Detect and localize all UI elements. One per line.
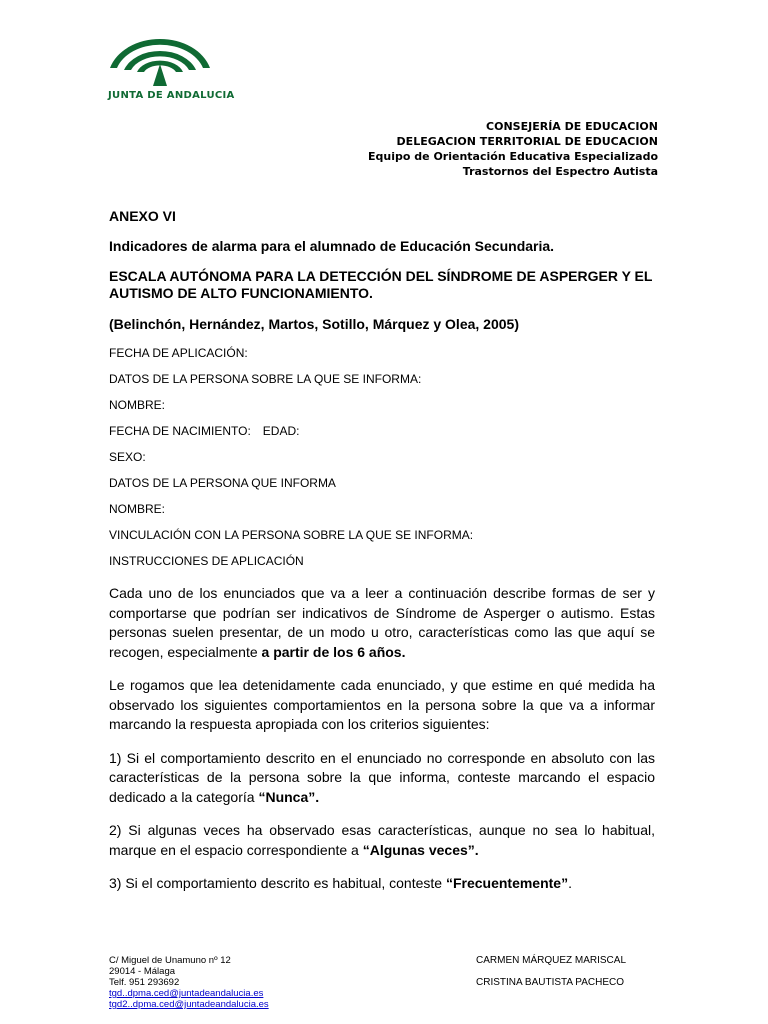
paragraph-3: 1) Si el comportamiento descrito en el enunciado no corresponde en absoluto con las características de la persona sobre la que informa, conteste marcando el espacio dedicado a la categoría “Nunca”. [109,749,655,805]
footer-email-2-link[interactable]: tgd2..dpma.ced@juntadeandalucia.es [109,999,269,1010]
document-body [109,208,655,894]
document-subtitle: Indicadores de alarma para el alumnado de Educación Secundaria. [109,238,555,254]
field-instrucciones: INSTRUCCIONES DE APLICACIÓN [109,554,304,568]
footer-phone: Telf. 951 293692 [109,977,180,988]
logo-text: JUNTA DE ANDALUCIA [108,90,235,101]
footer-address-1: C/ Miguel de Unamuno nº 12 [109,955,231,966]
paragraph-4: 2) Si algunas veces ha observado esas características, aunque no sea lo habitual, marque en el espacio correspondiente a “Algunas veces”. [109,822,655,858]
field-nombre-1: NOMBRE: [109,398,166,412]
field-vinculacion: VINCULACIÓN CON LA PERSONA SOBRE LA QUE SE INFORMA: [109,528,474,542]
field-datos-informa: DATOS DE LA PERSONA QUE INFORMA [109,476,336,490]
footer-address-2: 29014 - Málaga [109,966,176,977]
field-edad: EDAD: [262,424,300,438]
annex-heading: ANEXO VI [109,208,176,224]
header-institution [368,119,658,179]
document-title: ESCALA AUTÓNOMA PARA LA DETECCIÓN DEL SÍNDROME DE ASPERGER Y EL AUTISMO DE ALTO FUNCIONAMIENTO. [109,268,653,301]
paragraph-5: 3) Si el comportamiento descrito es habitual, conteste “Frecuentemente”. [109,875,572,891]
footer-name-1: CARMEN MÁRQUEZ MARISCAL [476,955,627,966]
header-line-1: CONSEJERÍA DE EDUCACION [486,120,658,133]
field-sexo: SEXO: [109,450,146,464]
footer-contact [109,955,269,1010]
footer-email-1-link[interactable]: tgd..dpma.ced@juntadeandalucia.es [109,988,264,999]
field-fecha-nacimiento: FECHA DE NACIMIENTO: [109,424,251,438]
field-nombre-2: NOMBRE: [109,502,166,516]
header-line-4: Trastornos del Espectro Autista [462,165,658,178]
footer-authors [476,955,626,999]
field-fecha-nacimiento-row [109,424,655,438]
paragraph-1: Cada uno de los enunciados que va a leer a continuación describe formas de ser y comportarse que podrían ser indicativos de Síndrome de Asperger o autismo. Estas personas suelen presentar, de un modo u otro, características como las que aquí se recogen, especialmente a partir de los 6 años. [109,585,655,660]
field-datos-persona: DATOS DE LA PERSONA SOBRE LA QUE SE INFORMA: [109,372,422,386]
header-line-2: DELEGACION TERRITORIAL DE EDUCACION [396,135,658,148]
footer-name-2: CRISTINA BAUTISTA PACHECO [476,977,624,988]
field-fecha-aplicacion: FECHA DE APLICACIÓN: [109,346,248,360]
paragraph-2: Le rogamos que lea detenidamente cada enunciado, y que estime en qué medida ha observado los siguientes comportamientos en la persona sobre la que va a informar marcando la respuesta apropiada con los criterios siguientes: [109,677,655,732]
document-authors: (Belinchón, Hernández, Martos, Sotillo, Márquez y Olea, 2005) [109,316,519,332]
header-line-3: Equipo de Orientación Educativa Especializado [368,150,658,163]
